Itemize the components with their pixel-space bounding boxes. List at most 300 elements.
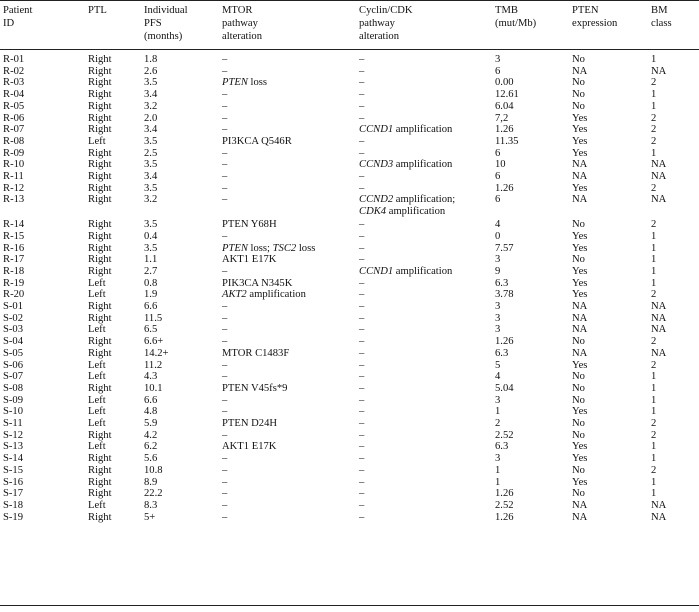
cell-bm: 1	[651, 441, 657, 453]
cell-mtor-segment: TSC2	[272, 242, 297, 254]
cell-pfs: 1.8	[144, 54, 158, 65]
cell-tmb: 3	[495, 254, 501, 266]
cell-mtor	[222, 406, 227, 418]
cell-tmb: 4	[495, 219, 501, 231]
header-rule	[0, 49, 699, 50]
cell-mtor	[222, 124, 227, 136]
cell-cyclin	[359, 324, 364, 336]
cell-tmb: 3	[495, 453, 501, 465]
cell-pfs: 3.4	[144, 124, 158, 136]
cell-patient-id: R-14	[3, 219, 25, 231]
header-patient-id: Patient ID	[3, 5, 33, 30]
cell-bm: NA	[651, 511, 667, 523]
cell-mtor-segment: PIK3CA N345K	[222, 277, 293, 289]
cell-bm: NA	[651, 324, 667, 336]
cell-mtor-segment: –	[222, 312, 228, 324]
cell-bm: 1	[651, 406, 657, 418]
cell-bm: NA	[651, 171, 667, 182]
cell-tmb: 11.35	[495, 135, 519, 147]
cell-patient-id: S-12	[3, 429, 24, 441]
cell-ptl: Right	[88, 54, 112, 65]
cell-mtor-segment: PTEN Y68H	[222, 219, 277, 231]
cell-pten: Yes	[572, 359, 588, 371]
cell-mtor-segment: –	[222, 394, 228, 406]
cell-cyclin-segment: –	[359, 219, 365, 231]
cell-mtor-segment: –	[222, 124, 228, 136]
cell-pfs: 3.4	[144, 171, 158, 182]
cell-cyclin-segment: –	[359, 488, 365, 500]
cell-mtor	[222, 453, 227, 465]
cell-bm: 2	[651, 112, 657, 124]
cell-cyclin-segment: –	[359, 100, 365, 112]
cell-cyclin-segment: –	[359, 394, 365, 406]
cell-bm: 1	[651, 265, 657, 277]
cell-bm: NA	[651, 301, 667, 312]
cell-ptl: Right	[88, 453, 112, 465]
cell-mtor	[222, 89, 227, 101]
cell-cyclin-segment: amplification;	[393, 194, 456, 206]
cell-tmb: 6	[495, 147, 501, 159]
cell-pfs: 3.5	[144, 135, 158, 147]
cell-mtor	[222, 441, 276, 453]
cell-cyclin	[359, 477, 364, 489]
cell-cyclin-segment: –	[359, 441, 365, 453]
cell-pfs: 4.2	[144, 429, 158, 441]
cell-pten: NA	[572, 194, 588, 206]
cell-mtor	[222, 383, 287, 395]
cell-ptl: Right	[88, 301, 112, 312]
cell-bm: 2	[651, 124, 657, 136]
cell-tmb: 1.26	[495, 124, 514, 136]
header-pten: PTEN expression	[572, 5, 618, 30]
cell-cyclin	[359, 148, 364, 160]
cell-ptl: Left	[88, 441, 106, 453]
cell-ptl: Right	[88, 464, 112, 476]
cell-ptl: Right	[88, 254, 112, 266]
cell-bm: NA	[651, 347, 667, 359]
cell-mtor-segment: –	[222, 230, 228, 242]
cell-mtor-segment: –	[222, 194, 228, 206]
cell-tmb: 5.04	[495, 382, 514, 394]
cell-mtor-segment: –	[222, 371, 228, 383]
cell-mtor	[222, 219, 277, 231]
cell-patient-id: S-16	[3, 476, 24, 488]
cell-pten: NA	[572, 312, 588, 324]
cell-tmb: 2.52	[495, 499, 514, 511]
cell-pten: Yes	[572, 453, 588, 465]
cell-cyclin-segment: CCND2	[359, 194, 394, 206]
cell-pten: Yes	[572, 135, 588, 147]
cell-patient-id: R-13	[3, 194, 25, 206]
cell-cyclin	[359, 441, 364, 453]
cell-pfs: 6.6	[144, 394, 158, 406]
cell-mtor	[222, 395, 227, 407]
cell-mtor	[222, 278, 292, 290]
cell-pfs: 1.1	[144, 254, 158, 266]
cell-bm: NA	[651, 159, 667, 171]
cell-ptl: Left	[88, 418, 106, 429]
cell-pten: NA	[572, 301, 588, 312]
cell-cyclin-segment: –	[359, 476, 365, 488]
cell-mtor-segment: PTEN D24H	[222, 418, 278, 429]
cell-tmb: 6.04	[495, 100, 514, 112]
cell-cyclin-segment: –	[359, 371, 365, 383]
cell-patient-id: S-07	[3, 371, 24, 383]
cell-ptl: Right	[88, 242, 112, 254]
cell-cyclin	[359, 453, 364, 465]
cell-patient-id: S-17	[3, 488, 24, 500]
cell-pten: No	[572, 394, 585, 406]
header-ptl: PTL	[88, 5, 107, 16]
cell-pten: NA	[572, 347, 588, 359]
cell-patient-id: S-06	[3, 359, 24, 371]
cell-tmb: 0	[495, 230, 501, 242]
cell-pfs: 2.6	[144, 65, 158, 77]
cell-cyclin-segment: CCND1	[359, 265, 394, 277]
cell-cyclin-segment: –	[359, 277, 365, 289]
cell-mtor-segment: –	[222, 406, 228, 418]
cell-pfs: 11.2	[144, 359, 163, 371]
cell-cyclin	[359, 500, 364, 512]
cell-patient-id: R-04	[3, 89, 25, 101]
cell-patient-id: R-16	[3, 242, 25, 254]
cell-patient-id: R-03	[3, 77, 25, 89]
cell-pten: No	[572, 100, 585, 112]
cell-bm: 2	[651, 336, 657, 348]
cell-cyclin	[359, 159, 452, 171]
cell-patient-id: S-02	[3, 312, 24, 324]
cell-patient-id: R-09	[3, 147, 25, 159]
cell-pten: No	[572, 77, 585, 89]
cell-pten: Yes	[572, 265, 588, 277]
cell-bm: 1	[651, 382, 657, 394]
cell-patient-id: S-09	[3, 394, 24, 406]
cell-cyclin-segment: –	[359, 254, 365, 266]
cell-mtor	[222, 465, 227, 477]
cell-ptl: Right	[88, 124, 112, 136]
cell-pten: Yes	[572, 277, 588, 289]
cell-mtor-segment: loss	[247, 77, 268, 89]
cell-pten: No	[572, 336, 585, 348]
cell-ptl: Right	[88, 511, 112, 523]
cell-ptl: Left	[88, 324, 106, 336]
cell-pfs: 3.5	[144, 77, 158, 89]
cell-cyclin	[359, 512, 364, 524]
cell-ptl: Right	[88, 382, 112, 394]
cell-cyclin	[359, 465, 364, 477]
cell-patient-id: R-05	[3, 100, 25, 112]
cell-cyclin-segment: –	[359, 301, 365, 312]
cell-pten: Yes	[572, 406, 588, 418]
cell-cyclin	[359, 348, 364, 360]
cell-cyclin	[359, 383, 364, 395]
cell-pfs: 3.5	[144, 182, 158, 194]
header-cyclin: Cyclin/CDK pathway alteration	[359, 5, 413, 43]
cell-pten: Yes	[572, 182, 588, 194]
cell-mtor-segment: –	[222, 324, 228, 336]
cell-mtor-segment: –	[222, 301, 228, 312]
cell-bm: 1	[651, 89, 657, 101]
cell-patient-id: S-05	[3, 347, 24, 359]
cell-cyclin	[359, 278, 364, 290]
cell-pfs: 5+	[144, 511, 156, 523]
cell-mtor-segment: amplification	[246, 289, 306, 301]
cell-patient-id: R-12	[3, 182, 25, 194]
cell-mtor-segment: –	[222, 159, 228, 171]
cell-tmb: 7,2	[495, 112, 509, 124]
cell-bm: 2	[651, 182, 657, 194]
cell-mtor-segment: –	[222, 511, 228, 523]
cell-bm: 1	[651, 277, 657, 289]
cell-ptl: Right	[88, 476, 112, 488]
cell-mtor	[222, 136, 292, 148]
cell-pfs: 8.9	[144, 476, 158, 488]
cell-bm: 2	[651, 77, 657, 89]
cell-ptl: Left	[88, 289, 106, 301]
cell-mtor	[222, 313, 227, 325]
cell-mtor-segment: AKT1 E17K	[222, 254, 277, 266]
cell-pten: No	[572, 89, 585, 101]
cell-pten: NA	[572, 171, 588, 182]
cell-tmb: 3	[495, 324, 501, 336]
cell-cyclin-segment: –	[359, 336, 365, 348]
cell-tmb: 10	[495, 159, 506, 171]
cell-mtor	[222, 231, 227, 243]
header-pfs: Individual PFS (months)	[144, 5, 188, 43]
cell-pfs: 14.2+	[144, 347, 169, 359]
cell-bm: NA	[651, 312, 667, 324]
cell-bm: NA	[651, 499, 667, 511]
cell-patient-id: S-04	[3, 336, 24, 348]
cell-ptl: Right	[88, 265, 112, 277]
cell-ptl: Left	[88, 135, 106, 147]
cell-pfs: 6.6	[144, 301, 158, 312]
cell-tmb: 9	[495, 265, 501, 277]
cell-patient-id: S-15	[3, 464, 24, 476]
cell-mtor-segment: –	[222, 336, 228, 348]
cell-cyclin	[359, 488, 364, 500]
cell-pten: No	[572, 488, 585, 500]
cell-mtor-segment: –	[222, 54, 228, 65]
cell-ptl: Right	[88, 77, 112, 89]
cell-cyclin-segment: –	[359, 324, 365, 336]
cell-mtor	[222, 500, 227, 512]
cell-cyclin-segment: –	[359, 359, 365, 371]
cell-pfs: 3.5	[144, 159, 158, 171]
cell-bm: 1	[651, 254, 657, 266]
cell-mtor-segment: loss	[296, 242, 316, 254]
cell-pten: No	[572, 464, 585, 476]
cell-cyclin-segment: –	[359, 347, 365, 359]
cell-bm: 2	[651, 135, 657, 147]
cell-pten: NA	[572, 65, 588, 77]
cell-cyclin-line2	[359, 206, 445, 218]
cell-cyclin-segment: amplification	[393, 159, 453, 171]
cell-pfs: 2.7	[144, 265, 158, 277]
cell-cyclin	[359, 183, 364, 195]
cell-mtor	[222, 324, 227, 336]
cell-mtor	[222, 371, 227, 383]
cell-bm: 1	[651, 488, 657, 500]
cell-pfs: 6.6+	[144, 336, 164, 348]
cell-mtor-segment: PTEN	[222, 77, 248, 89]
cell-cyclin-segment: –	[359, 65, 365, 77]
cell-pfs: 2.5	[144, 147, 158, 159]
cell-mtor	[222, 148, 227, 160]
cell-cyclin-segment: CCND3	[359, 159, 394, 171]
cell-cyclin	[359, 430, 364, 442]
cell-tmb: 1.26	[495, 336, 514, 348]
cell-mtor-segment: PI3KCA Q546R	[222, 135, 292, 147]
top-rule	[0, 0, 699, 1]
cell-tmb: 5	[495, 359, 501, 371]
cell-mtor-segment: –	[222, 429, 228, 441]
cell-pten: NA	[572, 159, 588, 171]
cell-mtor	[222, 171, 227, 183]
cell-cyclin-segment: –	[359, 230, 365, 242]
cell-ptl: Right	[88, 65, 112, 77]
cell-pten: Yes	[572, 124, 588, 136]
cell-tmb: 6	[495, 194, 501, 206]
cell-cyclin-line2-segment: CDK4	[359, 206, 387, 218]
cell-cyclin	[359, 231, 364, 243]
cell-bm: 1	[651, 100, 657, 112]
cell-cyclin-segment: amplification	[393, 124, 453, 136]
cell-mtor	[222, 266, 227, 278]
cell-mtor-segment: –	[222, 488, 228, 500]
cell-mtor	[222, 360, 227, 372]
cell-bm: 1	[651, 453, 657, 465]
cell-tmb: 4	[495, 371, 501, 383]
cell-cyclin-segment: –	[359, 289, 365, 301]
cell-cyclin-segment: –	[359, 464, 365, 476]
cell-pfs: 1.9	[144, 289, 158, 301]
cell-cyclin-segment: –	[359, 182, 365, 194]
cell-ptl: Right	[88, 194, 112, 206]
cell-pfs: 3.4	[144, 89, 158, 101]
cell-pfs: 2.0	[144, 112, 158, 124]
cell-tmb: 3	[495, 312, 501, 324]
cell-bm: 1	[651, 242, 657, 254]
cell-tmb: 3	[495, 394, 501, 406]
cell-patient-id: S-01	[3, 301, 24, 312]
cell-pten: Yes	[572, 242, 588, 254]
cell-mtor-segment: –	[222, 112, 228, 124]
cell-cyclin-segment: –	[359, 112, 365, 124]
cell-mtor	[222, 54, 227, 66]
cell-tmb: 6.3	[495, 277, 509, 289]
cell-patient-id: R-18	[3, 265, 25, 277]
cell-cyclin	[359, 395, 364, 407]
cell-pfs: 0.8	[144, 277, 158, 289]
cell-mtor	[222, 194, 227, 206]
cell-ptl: Right	[88, 182, 112, 194]
cell-bm: 2	[651, 359, 657, 371]
cell-pfs: 8.3	[144, 499, 158, 511]
cell-mtor-segment: AKT1 E17K	[222, 441, 277, 453]
cell-cyclin-segment: –	[359, 77, 365, 89]
cell-cyclin	[359, 194, 455, 206]
cell-patient-id: S-13	[3, 441, 24, 453]
cell-bm: 1	[651, 394, 657, 406]
cell-mtor-segment: –	[222, 171, 228, 182]
cell-ptl: Right	[88, 230, 112, 242]
cell-bm: 1	[651, 371, 657, 383]
cell-tmb: 6	[495, 65, 501, 77]
cell-patient-id: S-08	[3, 382, 24, 394]
cell-patient-id: S-14	[3, 453, 24, 465]
cell-pfs: 6.2	[144, 441, 158, 453]
cell-pten: No	[572, 254, 585, 266]
cell-cyclin-line2-segment: amplification	[386, 206, 446, 218]
cell-tmb: 1	[495, 406, 501, 418]
cell-mtor	[222, 254, 276, 266]
cell-mtor-segment: –	[222, 182, 228, 194]
cell-cyclin	[359, 124, 452, 136]
cell-pten: Yes	[572, 112, 588, 124]
cell-ptl: Right	[88, 488, 112, 500]
cell-pten: No	[572, 219, 585, 231]
cell-tmb: 0.00	[495, 77, 514, 89]
cell-mtor-segment: –	[222, 453, 228, 465]
cell-pten: No	[572, 371, 585, 383]
cell-mtor	[222, 183, 227, 195]
cell-patient-id: S-19	[3, 511, 24, 523]
cell-tmb: 6.3	[495, 441, 509, 453]
cell-patient-id: R-06	[3, 112, 25, 124]
cell-tmb: 2	[495, 418, 501, 429]
header-bm: BM class	[651, 5, 672, 30]
cell-mtor	[222, 418, 277, 430]
cell-cyclin	[359, 171, 364, 183]
cell-mtor	[222, 348, 289, 360]
cell-bm: NA	[651, 65, 667, 77]
cell-mtor	[222, 289, 306, 301]
cell-cyclin	[359, 136, 364, 148]
cell-tmb: 1	[495, 464, 501, 476]
cell-patient-id: R-02	[3, 65, 25, 77]
cell-pten: Yes	[572, 230, 588, 242]
cell-bm: 1	[651, 147, 657, 159]
cell-cyclin-segment: CCND1	[359, 124, 394, 136]
cell-tmb: 3	[495, 54, 501, 65]
cell-cyclin-segment: –	[359, 453, 365, 465]
cell-patient-id: S-03	[3, 324, 24, 336]
cell-bm: 2	[651, 429, 657, 441]
cell-cyclin	[359, 313, 364, 325]
cell-bm: 2	[651, 418, 657, 429]
cell-cyclin-segment: –	[359, 418, 365, 429]
cell-ptl: Right	[88, 312, 112, 324]
cell-patient-id: S-10	[3, 406, 24, 418]
cell-cyclin	[359, 336, 364, 348]
cell-pfs: 5.9	[144, 418, 158, 429]
cell-ptl: Left	[88, 359, 106, 371]
cell-cyclin	[359, 219, 364, 231]
cell-cyclin	[359, 371, 364, 383]
cell-cyclin	[359, 77, 364, 89]
cell-cyclin-segment: –	[359, 429, 365, 441]
cell-mtor	[222, 243, 315, 255]
cell-cyclin	[359, 89, 364, 101]
cell-cyclin	[359, 289, 364, 301]
cell-pfs: 3.2	[144, 194, 158, 206]
cell-patient-id: R-10	[3, 159, 25, 171]
cell-bm: 2	[651, 289, 657, 301]
cell-mtor-segment: –	[222, 147, 228, 159]
cell-tmb: 12.61	[495, 89, 519, 101]
cell-patient-id: R-20	[3, 289, 25, 301]
